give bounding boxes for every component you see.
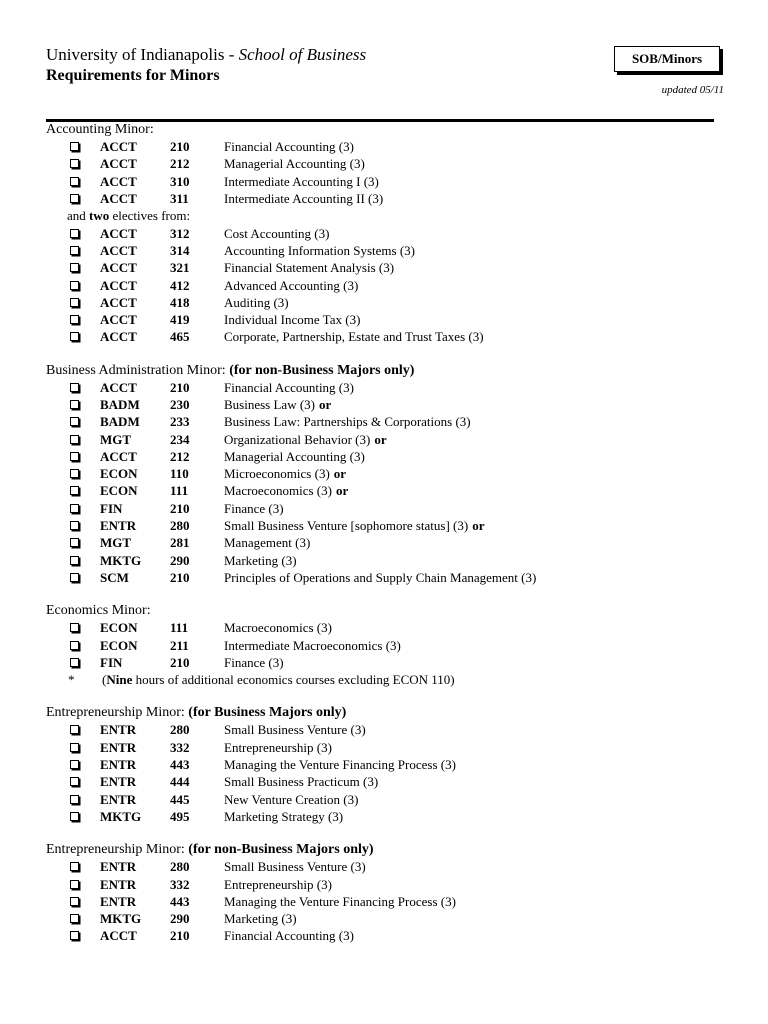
course-name: Managerial Accounting (3) xyxy=(224,448,365,464)
course-conjunction: or xyxy=(374,431,387,447)
course-row xyxy=(46,396,726,413)
course-name: Managing the Venture Financing Process (3) xyxy=(224,757,456,773)
course-name: Entrepreneurship (3) xyxy=(224,876,332,892)
course-row xyxy=(46,910,726,927)
course-number: 419 xyxy=(170,312,190,328)
course-name: Intermediate Accounting I (3) xyxy=(224,173,379,189)
updated-date: updated 05/11 xyxy=(661,84,724,96)
course-name: Organizational Behavior (3) xyxy=(224,431,371,447)
course-name: Financial Accounting (3) xyxy=(224,928,354,944)
course-number: 445 xyxy=(170,791,190,807)
checkbox-icon[interactable] xyxy=(70,914,79,923)
checkbox-icon[interactable] xyxy=(70,159,79,168)
course-dept: ECON xyxy=(100,466,138,482)
course-row xyxy=(46,875,726,892)
checkbox-icon[interactable] xyxy=(70,469,79,478)
minor-title: Entrepreneurship Minor: (for Business Majors only) xyxy=(46,705,347,721)
course-dept: ACCT xyxy=(100,329,137,345)
course-row xyxy=(46,808,726,825)
course-name: Managing the Venture Financing Process (3) xyxy=(224,893,456,909)
course-row xyxy=(46,517,726,534)
course-number: 312 xyxy=(170,225,190,241)
course-dept: ENTR xyxy=(100,757,137,773)
course-number: 465 xyxy=(170,329,190,345)
course-row xyxy=(46,311,726,328)
course-dept: ECON xyxy=(100,620,138,636)
course-name: Macroeconomics (3) xyxy=(224,483,332,499)
course-number: 212 xyxy=(170,156,190,172)
document-subtitle: Requirements for Minors xyxy=(46,67,220,84)
course-name: Business Law (3) xyxy=(224,397,315,412)
course-dept: BADM xyxy=(100,397,140,412)
course-dept: ENTR xyxy=(100,739,137,755)
minor-section xyxy=(46,362,726,587)
course-dept: ACCT xyxy=(100,191,137,207)
course-name: Financial Accounting (3) xyxy=(224,379,354,395)
minor-section xyxy=(46,121,726,346)
checkbox-icon[interactable] xyxy=(70,777,79,786)
course-dept: MGT xyxy=(100,535,132,551)
course-number: 332 xyxy=(170,739,190,755)
course-name: Business Law: Partnerships & Corporations (3) xyxy=(224,414,471,430)
course-name: New Venture Creation (3) xyxy=(224,791,359,807)
course-number: 210 xyxy=(170,500,190,516)
checkbox-icon[interactable] xyxy=(70,538,79,547)
checkbox-icon[interactable] xyxy=(70,281,79,290)
course-row xyxy=(46,858,726,875)
course-dept: MKTG xyxy=(100,808,142,824)
course-dept: ACCT xyxy=(100,139,137,155)
course-row xyxy=(46,619,726,636)
course-name: Intermediate Macroeconomics (3) xyxy=(224,637,401,653)
course-number: 321 xyxy=(170,260,190,276)
checkbox-icon[interactable] xyxy=(70,897,79,906)
checkbox-icon[interactable] xyxy=(70,658,79,667)
course-number: 412 xyxy=(170,277,190,293)
checkbox-icon[interactable] xyxy=(70,573,79,582)
course-number: 280 xyxy=(170,518,190,534)
course-number: 314 xyxy=(170,242,190,258)
course-name: Corporate, Partnership, Estate and Trust Taxes (3) xyxy=(224,329,484,345)
course-number: 311 xyxy=(170,191,189,207)
checkbox-icon[interactable] xyxy=(70,332,79,341)
checkbox-icon[interactable] xyxy=(70,641,79,650)
course-name: Accounting Information Systems (3) xyxy=(224,242,415,258)
course-row xyxy=(46,773,726,790)
course-number: 234 xyxy=(170,431,190,447)
checkbox-icon[interactable] xyxy=(70,383,79,392)
course-number: 211 xyxy=(170,637,189,653)
checkbox-icon[interactable] xyxy=(70,263,79,272)
course-dept: ENTR xyxy=(100,893,137,909)
course-row xyxy=(46,155,726,172)
minor-title: Entrepreneurship Minor: (for non-Business Majors only) xyxy=(46,842,374,858)
course-dept: ACCT xyxy=(100,277,137,293)
course-dept: ACCT xyxy=(100,448,137,464)
course-number: 111 xyxy=(170,620,189,636)
course-row xyxy=(46,893,726,910)
checkbox-icon[interactable] xyxy=(70,623,79,632)
course-number: 281 xyxy=(170,535,190,551)
course-number: 280 xyxy=(170,859,190,875)
course-name: Advanced Accounting (3) xyxy=(224,277,359,293)
course-name: Microeconomics (3) xyxy=(224,466,330,482)
course-row xyxy=(46,413,726,430)
course-name: Principles of Operations and Supply Chain Management (3) xyxy=(224,569,537,585)
course-row xyxy=(46,465,726,482)
course-dept: MKTG xyxy=(100,552,142,568)
course-row xyxy=(46,534,726,551)
course-name: Financial Accounting (3) xyxy=(224,139,354,155)
course-number: 233 xyxy=(170,414,190,430)
course-dept: ACCT xyxy=(100,225,137,241)
checkbox-icon[interactable] xyxy=(70,743,79,752)
course-dept: MGT xyxy=(100,431,132,447)
checkbox-icon[interactable] xyxy=(70,862,79,871)
course-name: Finance (3) xyxy=(224,500,284,516)
checkbox-icon[interactable] xyxy=(70,298,79,307)
document-code-badge: SOB/Minors xyxy=(614,46,720,72)
course-row xyxy=(46,552,726,569)
note-pre: and xyxy=(67,208,90,224)
course-dept: BADM xyxy=(100,414,140,430)
course-dept: ACCT xyxy=(100,173,137,189)
checkbox-icon[interactable] xyxy=(70,229,79,238)
checkbox-icon[interactable] xyxy=(70,931,79,940)
course-dept: MKTG xyxy=(100,911,142,927)
course-dept: ACCT xyxy=(100,928,137,944)
course-name: Intermediate Accounting II (3) xyxy=(224,191,384,207)
course-row xyxy=(46,242,726,259)
course-row xyxy=(46,756,726,773)
course-conjunction: or xyxy=(333,466,347,482)
checkbox-icon[interactable] xyxy=(70,812,79,821)
checkbox-icon[interactable] xyxy=(70,435,79,444)
course-dept: ACCT xyxy=(100,379,137,395)
minors-list xyxy=(46,121,726,961)
course-name: Entrepreneurship (3) xyxy=(224,739,332,755)
course-row xyxy=(46,721,726,738)
checkbox-icon[interactable] xyxy=(70,177,79,186)
checkbox-icon[interactable] xyxy=(70,246,79,255)
course-number: 280 xyxy=(170,722,190,738)
course-name: Managerial Accounting (3) xyxy=(224,156,365,172)
course-name: Small Business Venture (3) xyxy=(224,859,366,875)
course-row xyxy=(46,482,726,499)
course-dept: ENTR xyxy=(100,518,137,534)
course-number: 444 xyxy=(170,774,190,790)
course-name: Management (3) xyxy=(224,535,311,551)
course-row xyxy=(46,791,726,808)
course-name: Small Business Venture [sophomore status] (3) xyxy=(224,518,469,534)
asterisk-marker: * xyxy=(68,672,75,688)
course-number: 332 xyxy=(170,876,190,892)
course-conjunction: or xyxy=(472,518,485,534)
course-number: 210 xyxy=(170,139,190,155)
course-row xyxy=(46,224,726,241)
course-number: 290 xyxy=(170,552,190,568)
minor-section xyxy=(46,841,726,944)
note-post: electives from: xyxy=(109,208,191,224)
checkbox-icon[interactable] xyxy=(70,315,79,324)
course-row xyxy=(46,569,726,586)
course-dept: ENTR xyxy=(100,774,137,790)
checkbox-icon[interactable] xyxy=(70,795,79,804)
course-dept: FIN xyxy=(100,500,123,516)
checkbox-icon[interactable] xyxy=(70,417,79,426)
course-row xyxy=(46,636,726,653)
school-name: School of Business xyxy=(238,45,367,64)
course-dept: ACCT xyxy=(100,242,137,258)
note-bold: two xyxy=(89,208,110,224)
note-text xyxy=(102,671,455,688)
checkbox-icon[interactable] xyxy=(70,880,79,889)
course-number: 111 xyxy=(170,483,189,499)
minor-title: Accounting Minor: xyxy=(46,122,154,137)
course-dept: ECON xyxy=(100,637,138,653)
course-number: 110 xyxy=(170,466,189,482)
course-row xyxy=(46,328,726,345)
course-row xyxy=(46,259,726,276)
checkbox-icon[interactable] xyxy=(70,760,79,769)
course-row xyxy=(46,430,726,447)
minor-title: Business Administration Minor: (for non-Business Majors only) xyxy=(46,362,415,378)
course-dept: ENTR xyxy=(100,876,137,892)
course-dept: ENTR xyxy=(100,722,137,738)
course-name: Small Business Practicum (3) xyxy=(224,774,379,790)
checkbox-icon[interactable] xyxy=(70,452,79,461)
course-name: Finance (3) xyxy=(224,654,284,670)
note-bold: Nine xyxy=(106,672,133,688)
course-number: 210 xyxy=(170,379,190,395)
course-name: Individual Income Tax (3) xyxy=(224,312,361,328)
checkbox-icon[interactable] xyxy=(70,521,79,530)
course-name: Macroeconomics (3) xyxy=(224,620,332,636)
title-separator: - xyxy=(224,45,239,64)
course-name: Small Business Venture (3) xyxy=(224,722,366,738)
course-row xyxy=(46,739,726,756)
course-row xyxy=(46,138,726,155)
checkbox-icon[interactable] xyxy=(70,725,79,734)
course-number: 310 xyxy=(170,173,190,189)
course-number: 210 xyxy=(170,928,190,944)
course-row xyxy=(46,927,726,944)
course-name: Auditing (3) xyxy=(224,294,289,310)
course-dept: ACCT xyxy=(100,156,137,172)
course-conjunction: or xyxy=(319,397,332,412)
course-number: 418 xyxy=(170,294,190,310)
additional-hours-note xyxy=(46,671,726,688)
course-dept: ENTR xyxy=(100,791,137,807)
course-row xyxy=(46,500,726,517)
course-number: 443 xyxy=(170,893,190,909)
course-name: Financial Statement Analysis (3) xyxy=(224,260,395,276)
note-pre: ( xyxy=(102,672,107,688)
course-number: 495 xyxy=(170,808,190,824)
course-number: 443 xyxy=(170,757,190,773)
electives-note xyxy=(46,207,726,224)
minor-title: Economics Minor: xyxy=(46,603,151,619)
course-name: Cost Accounting (3) xyxy=(224,225,330,241)
minor-section xyxy=(46,602,726,688)
course-dept: ACCT xyxy=(100,260,137,276)
checkbox-icon[interactable] xyxy=(70,142,79,151)
minor-section xyxy=(46,704,726,825)
course-row xyxy=(46,448,726,465)
note-post: hours of additional economics courses excluding ECON 110) xyxy=(132,672,455,688)
course-dept: ENTR xyxy=(100,859,137,875)
course-dept: ECON xyxy=(100,483,138,499)
course-name: Marketing (3) xyxy=(224,911,297,927)
university-name: University of Indianapolis xyxy=(46,45,225,64)
course-row xyxy=(46,276,726,293)
course-dept: FIN xyxy=(100,654,123,670)
checkbox-icon[interactable] xyxy=(70,556,79,565)
course-row xyxy=(46,294,726,311)
checkbox-icon[interactable] xyxy=(70,486,79,495)
course-number: 290 xyxy=(170,911,190,927)
course-dept: ACCT xyxy=(100,312,137,328)
checkbox-icon[interactable] xyxy=(70,194,79,203)
checkbox-icon[interactable] xyxy=(70,504,79,513)
course-dept: SCM xyxy=(100,569,129,585)
checkbox-icon[interactable] xyxy=(70,400,79,409)
course-row xyxy=(46,173,726,190)
course-conjunction: or xyxy=(335,483,349,499)
course-row xyxy=(46,654,726,671)
course-number: 230 xyxy=(170,397,190,412)
course-number: 212 xyxy=(170,448,190,464)
course-name: Marketing Strategy (3) xyxy=(224,808,344,824)
course-dept: ACCT xyxy=(100,294,137,310)
course-row xyxy=(46,379,726,396)
course-number: 210 xyxy=(170,569,190,585)
course-row xyxy=(46,190,726,207)
course-name: Marketing (3) xyxy=(224,552,297,568)
course-number: 210 xyxy=(170,654,190,670)
